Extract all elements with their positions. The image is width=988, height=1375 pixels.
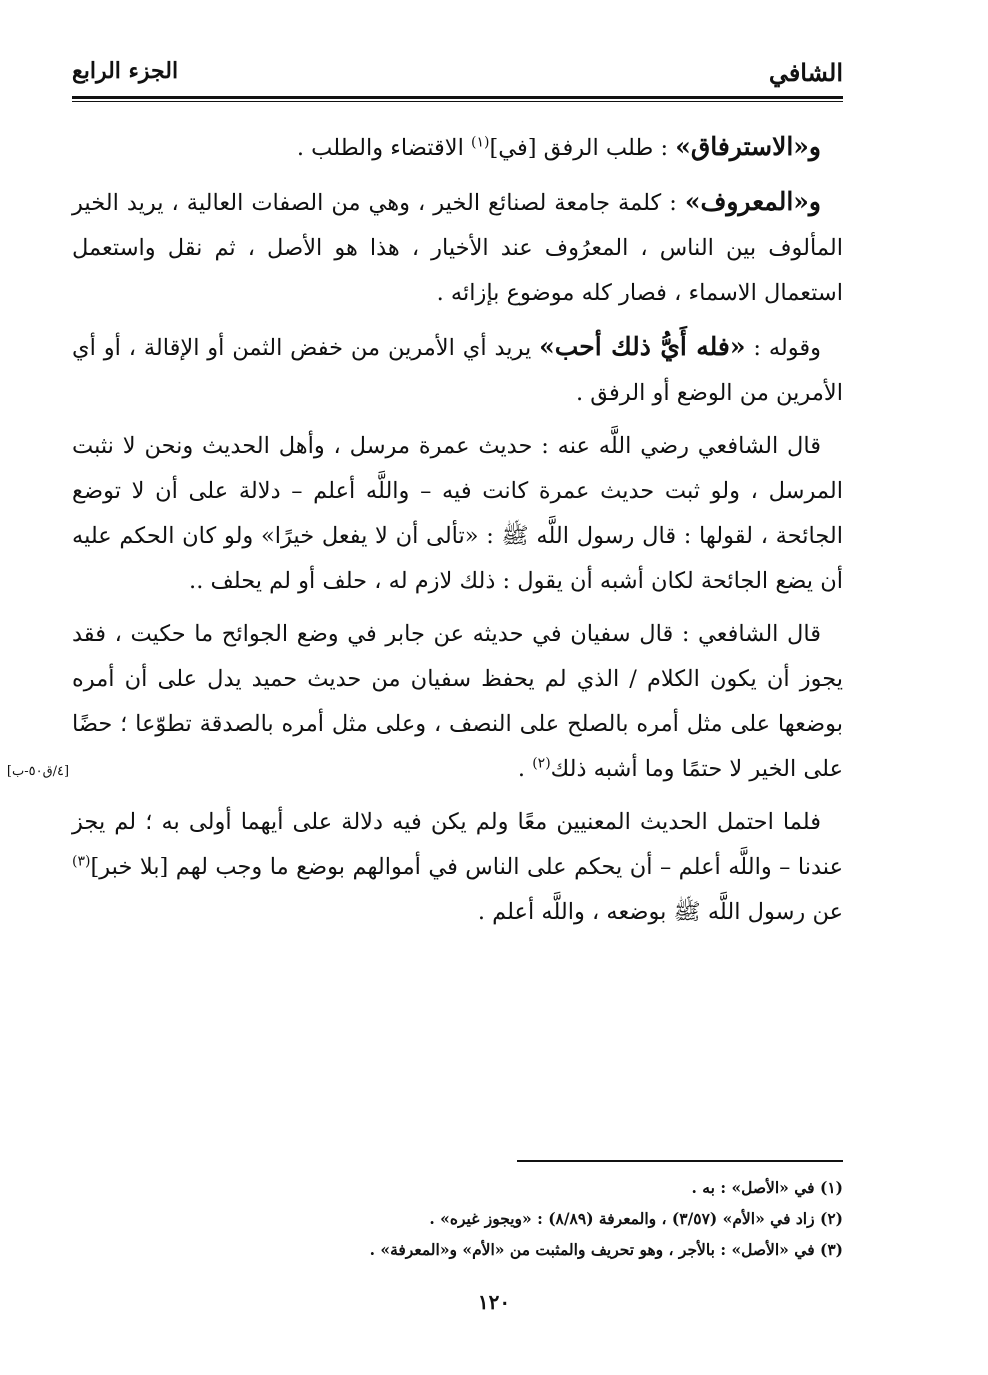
- paragraph-6: فلما احتمل الحديث المعنيين معًا ولم يكن فيه دلالة على أيهما أولى به ؛ لم يجز عندنا – واللَّه أعلم – أن يحكم على الناس في أموالهم بوضع ما وجب لهم [بلا خبر]$^{(٣)}$ عن رسول اللَّه ﷺ بوضعه ، واللَّه أعلم .: [72, 809, 843, 925]
- paragraph-3: وقوله : «فله أَيُّ ذلك أحب» يريد أي الأمرين من خفض الثمن أو الإقالة ، أو أي الأمرين من الوضع أو الرفق .: [72, 332, 843, 406]
- footnote-2: (٢) زاد في «الأم» (٣/٥٧) ، والمعرفة (٨/٨٩) : «ويجوز غيره» .: [429, 1209, 843, 1228]
- footnote-ref-2: (٢): [532, 755, 551, 772]
- running-header: [72, 58, 843, 94]
- book-title: الشافي: [768, 58, 843, 87]
- paragraph-4: قال الشافعي رضي اللَّه عنه : حديث عمرة مرسل ، وأهل الحديث ونحن لا نثبت المرسل ، ولو ثبت حديث عمرة كانت فيه – واللَّه أعلم – دلالة على أن لا توضع الجائحة ، لقولها : قال رسول اللَّه ﷺ : «تألى أن لا يفعل خيرًا» ولو كان الحكم عليه أن يضع الجائحة لكان أشبه أن يقول : ذلك لازم له ، حلف أو لم يحلف ..: [72, 433, 843, 594]
- footnote-1: (١) في «الأصل» : به .: [691, 1178, 843, 1197]
- footnotes: [72, 1172, 843, 1265]
- header-rule-thin: [72, 101, 843, 102]
- footnote-ref-1: (١): [471, 134, 490, 151]
- main-text: [72, 124, 843, 943]
- quoted-phrase: «فله أَيُّ ذلك أحب»: [539, 332, 746, 361]
- paragraph-5: قال الشافعي : قال سفيان في حديثه عن جابر في وضع الجوائح ما حكيت ، فقد يجوز أن يكون الكلام / الذي لم يحفظ سفيان من حديث حميد يدل على أن أمره بوضعها على مثل أمره بالصلح على النصف ، وعلى مثل أمره بالصدقة تطوّعا ؛ حضًا على الخير لا حتمًا وما أشبه ذلك$^{(٢)}$ .: [72, 621, 843, 782]
- volume-title: الجزء الرابع: [72, 58, 179, 84]
- paragraph-1: و«الاسترفاق» : طلب الرفق [في]$^{(١)}$ الاقتضاء والطلب .: [296, 132, 821, 161]
- term-maruf: و«المعروف»: [684, 187, 821, 216]
- manuscript-folio-note: [٤/ق٥٠-ب]: [6, 764, 70, 779]
- footnote-3: (٣) في «الأصل» : بالأجر ، وهو تحريف والمثبت من «الأم» و«المعرفة» .: [369, 1240, 843, 1259]
- footnote-ref-3: (٣): [72, 853, 91, 870]
- page-number: ١٢٠: [477, 1290, 511, 1314]
- paragraph-2: و«المعروف» : كلمة جامعة لصنائع الخير ، وهي من الصفات العالية ، يريد الخير المألوف بين الناس ، المعرُوف عند الأخيار ، هذا هو الأصل ، ثم نقل واستعمل استعمال الاسماء ، فصار كله موضوع بإزائه .: [72, 187, 843, 306]
- footnote-separator: [517, 1160, 843, 1162]
- term-istirfaq: و«الاسترفاق»: [675, 132, 821, 161]
- header-rule-thick: [72, 96, 843, 99]
